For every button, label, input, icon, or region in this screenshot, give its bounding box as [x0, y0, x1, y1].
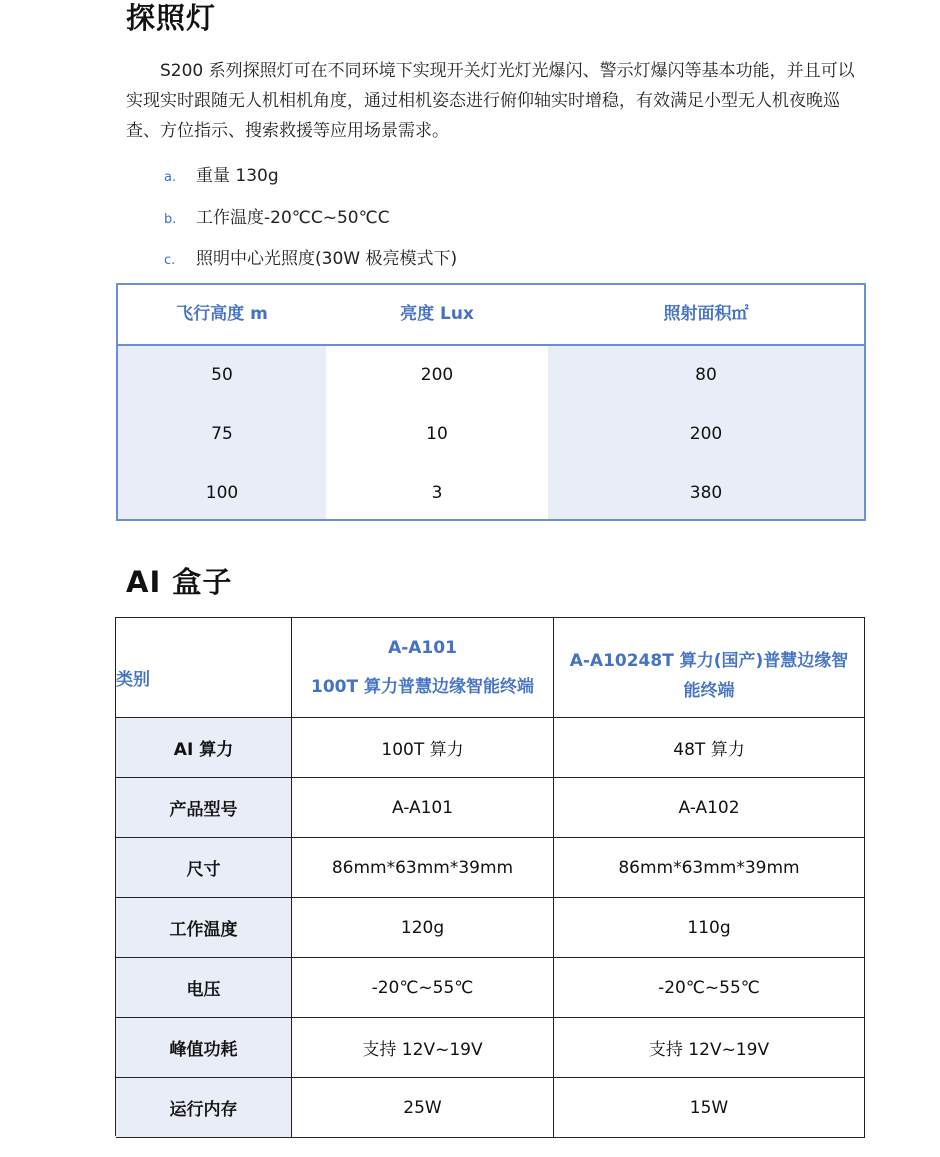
spec-row-label: 峰值功耗 [116, 1018, 292, 1078]
table-header-category: 类别 [116, 618, 292, 718]
list-item [164, 244, 457, 269]
spec-value-product-2: 支持 12V~19V [554, 1018, 865, 1078]
spec-row-label: 电压 [116, 958, 292, 1018]
spec-value-product-1: A-A101 [292, 778, 554, 838]
spec-value-product-1: 120g [292, 898, 554, 958]
product-1-name: 100T 算力普慧边缘智能终端 [310, 677, 534, 697]
list-text: 重量 130g [196, 166, 279, 186]
spec-value-product-2: 15W [554, 1078, 865, 1138]
ai-box-spec-table [115, 617, 865, 1136]
list-marker: a. [164, 170, 177, 185]
table-cell: 80 [695, 365, 717, 385]
spec-row-label: 工作温度 [116, 898, 292, 958]
table-header-cell: 照射面积㎡ [663, 304, 749, 324]
table-cell: 75 [211, 424, 233, 444]
table-cell: 200 [689, 424, 723, 444]
table-cell: 100 [205, 483, 239, 503]
list-text: 照明中心光照度(30W 极亮模式下) [196, 249, 458, 269]
spec-value-product-1: 25W [292, 1078, 554, 1138]
spec-value-product-2: A-A102 [554, 778, 865, 838]
spec-row-label: 运行内存 [116, 1078, 292, 1138]
section-title-searchlight: 探照灯 [126, 1, 217, 35]
product-1-model: A-A101 [388, 638, 457, 658]
spec-value-product-1: 100T 算力 [292, 718, 554, 778]
list-marker: c. [164, 253, 176, 268]
list-text: 工作温度-20℃C~50℃C [196, 208, 390, 228]
table-header-product-1 [292, 618, 554, 718]
spec-row-label: 产品型号 [116, 778, 292, 838]
spec-value-product-1: 支持 12V~19V [292, 1018, 554, 1078]
spec-value-product-1: 86mm*63mm*39mm [292, 838, 554, 898]
spec-value-product-2: -20℃~55℃ [554, 958, 865, 1018]
spec-row-label: AI 算力 [116, 718, 292, 778]
table-cell: 380 [689, 483, 723, 503]
table-header-row [118, 285, 864, 346]
table-header-cell: 亮度 Lux [400, 304, 474, 324]
table-cell: 10 [426, 424, 448, 444]
table-cell: 200 [420, 365, 454, 385]
table-header-cell: 飞行高度 m [176, 304, 268, 324]
spec-value-product-2: 48T 算力 [554, 718, 865, 778]
list-item [164, 203, 390, 228]
table-cell: 3 [431, 483, 443, 503]
table-header-product-2: A-A10248T 算力(国产)普慧边缘智能终端 [554, 618, 865, 718]
list-item [164, 161, 279, 186]
list-marker: b. [164, 212, 177, 227]
spec-value-product-1: -20℃~55℃ [292, 958, 554, 1018]
spec-row-label: 尺寸 [116, 838, 292, 898]
section-title-ai-box: AI 盒子 [126, 565, 233, 599]
table-cell: 50 [211, 365, 233, 385]
spec-value-product-2: 110g [554, 898, 865, 958]
spec-value-product-2: 86mm*63mm*39mm [554, 838, 865, 898]
illumination-table [116, 283, 866, 521]
searchlight-description: S200 系列探照灯可在不同环境下实现开关灯光灯光爆闪、警示灯爆闪等基本功能，并且可以实现实时跟随无人机相机角度，通过相机姿态进行俯仰轴实时增稳，有效满足小型无人机夜晚巡查、方位指示、搜索救援等应用场景需求。 [126, 61, 855, 141]
